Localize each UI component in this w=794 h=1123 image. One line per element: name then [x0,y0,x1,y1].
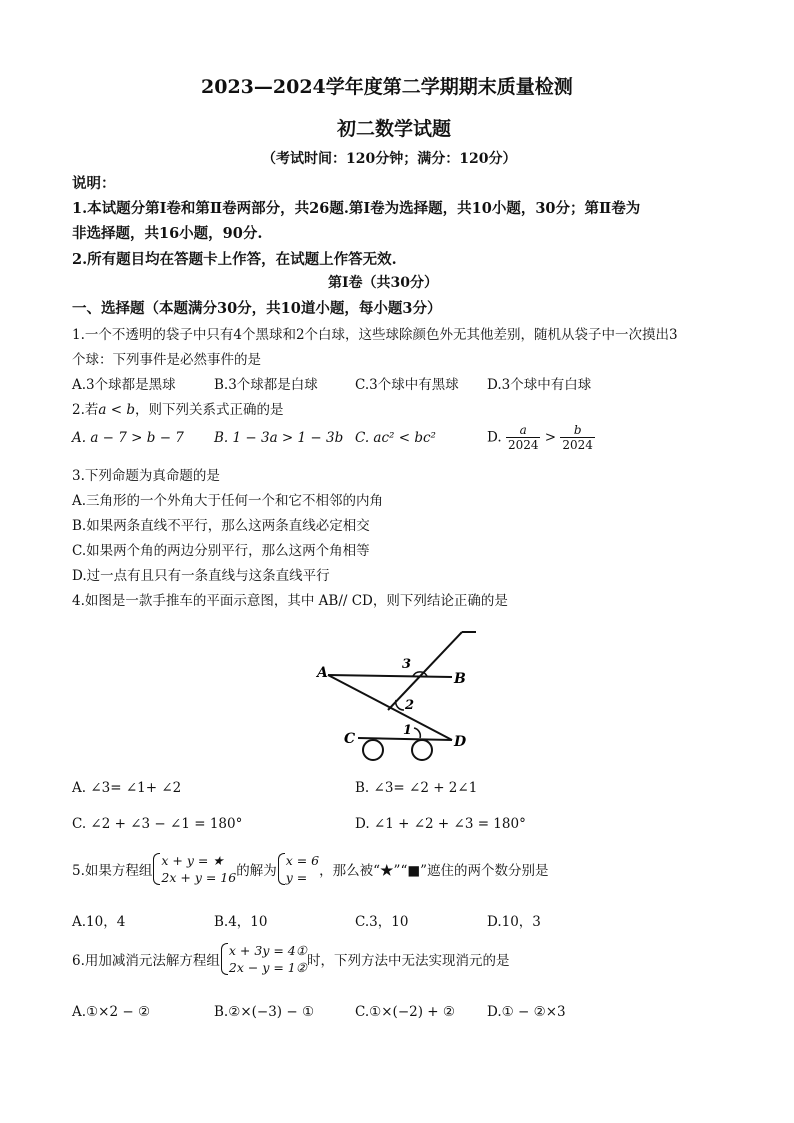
q2-fraction-a-den: 2024 [507,438,539,452]
q5-option-a: A.10，4 [72,914,126,930]
label-angle-1: 1 [403,723,413,738]
q3-stem: 3.下列命题为真命题的是 [72,468,220,484]
q1-stem-line1: 1.一个不透明的袋子中只有4个黑球和2个白球，这些球除颜色外无其他差别，随机从袋子中一次摸出3 [72,327,678,343]
exam-info: （考试时间：120分钟；满分：120分） [262,151,517,167]
q5-eq1: x + y = ★ [161,853,224,868]
q1-option-c: C.3个球中有黑球 [355,377,459,393]
handle-line [388,632,462,710]
q2-fraction-b [560,423,595,452]
label-angle-3: 3 [402,657,412,672]
q5-mid: 的解为 [236,863,277,879]
instructions-line1b: 非选择题，共16小题，90分. [72,225,263,242]
q2-fraction-a [506,423,541,452]
q2-stem-suffix: ，则下列关系式正确的是 [134,402,284,418]
part-heading: 一、选择题（本题满分30分，共10道小题，每小题3分） [72,300,442,317]
q6-option-c: C.①×(−2) + ② [355,1004,455,1020]
q6-eq2: 2x − y = 1② [228,960,307,975]
q6-option-d: D.① − ②×3 [487,1004,566,1020]
q5-solution [277,852,319,886]
q5-system [152,852,236,886]
label-d: D [454,734,467,750]
volume-heading: 第Ⅰ卷（共30分） [328,275,439,291]
q2-option-d-label: D. [487,429,502,446]
q6-system [220,942,307,976]
wheel-left [363,740,383,760]
label-a: A [317,665,328,681]
q2-option-d [487,423,595,452]
q2-stem [72,398,283,418]
q5-stem [72,852,549,886]
q4-option-a: A. ∠3= ∠1+ ∠2 [72,780,182,796]
instructions-line2: 2.所有题目均在答题卡上作答，在试题上作答无效. [72,251,397,268]
instructions-label: 说明： [72,175,116,192]
q2-stem-math: a < b [98,402,135,418]
q5-option-d: D.10，3 [487,914,541,930]
q6-prefix: 6.用加减消元法解方程组 [72,953,220,969]
q1-option-a: A.3个球都是黑球 [72,377,176,393]
q6-eq1: x + 3y = 4① [228,943,307,958]
q6-option-b: B.②×(−3) − ① [214,1004,315,1020]
q2-option-a: A. a − 7 > b − 7 [72,430,184,446]
q1-option-b: B.3个球都是白球 [214,377,318,393]
exam-subtitle: 初二数学试题 [337,118,452,140]
q2-option-c: C. ac² < bc² [355,430,436,446]
q4-option-d: D. ∠1 + ∠2 + ∠3 = 180° [355,816,526,832]
q2-option-b: B. 1 − 3a > 1 − 3b [214,430,344,446]
q5-option-b: B.4，10 [214,914,268,930]
q5-option-c: C.3，10 [355,914,409,930]
q3-option-a: A.三角形的一个外角大于任何一个和它不相邻的内角 [72,493,384,509]
q3-option-b: B.如果两条直线不平行，那么这两条直线必定相交 [72,518,370,534]
cart-figure [300,622,500,772]
q5-prefix: 5.如果方程组 [72,863,153,879]
q3-option-d: D.过一点有且只有一条直线与这条直线平行 [72,568,330,584]
angle-1-arc [414,728,420,738]
q2-stem-prefix: 2.若 [72,402,99,418]
q1-stem-line2: 个球：下列事件是必然事件的是 [72,352,261,368]
q2-option-d-op: > [544,429,557,446]
q2-fraction-a-num: a [506,423,541,438]
q5-sol2: y = [285,870,308,885]
label-angle-2: 2 [405,698,415,713]
q2-fraction-b-den: 2024 [562,438,593,452]
q1-option-d: D.3个球中有白球 [487,377,592,393]
q2-fraction-b-num: b [560,423,595,438]
q5-suffix: ，那么被“★”“■”遮住的两个数分别是 [319,863,549,879]
q6-stem [72,942,509,976]
label-b: B [454,671,466,687]
q5-sol1: x = 6 [285,853,320,868]
q4-stem: 4.如图是一款手推车的平面示意图，其中 AB// CD，则下列结论正确的是 [72,593,508,609]
instructions-line1a: 1.本试题分第Ⅰ卷和第Ⅱ卷两部分，共26题.第Ⅰ卷为选择题，共10小题，30分；第Ⅱ卷为 [72,200,641,217]
q6-option-a: A.①×2 − ② [72,1004,151,1020]
q4-option-b: B. ∠3= ∠2 + 2∠1 [355,780,478,796]
q5-eq2: 2x + y = 16 [161,870,237,885]
label-c: C [344,731,356,747]
q4-option-c: C. ∠2 + ∠3 − ∠1 = 180° [72,816,243,832]
exam-title: 2023—2024学年度第二学期期末质量检测 [201,76,573,98]
wheel-right [412,740,432,760]
q6-suffix: 时，下列方法中无法实现消元的是 [306,953,510,969]
q3-option-c: C.如果两个角的两边分别平行，那么这两个角相等 [72,543,370,559]
line-ab [328,675,452,677]
